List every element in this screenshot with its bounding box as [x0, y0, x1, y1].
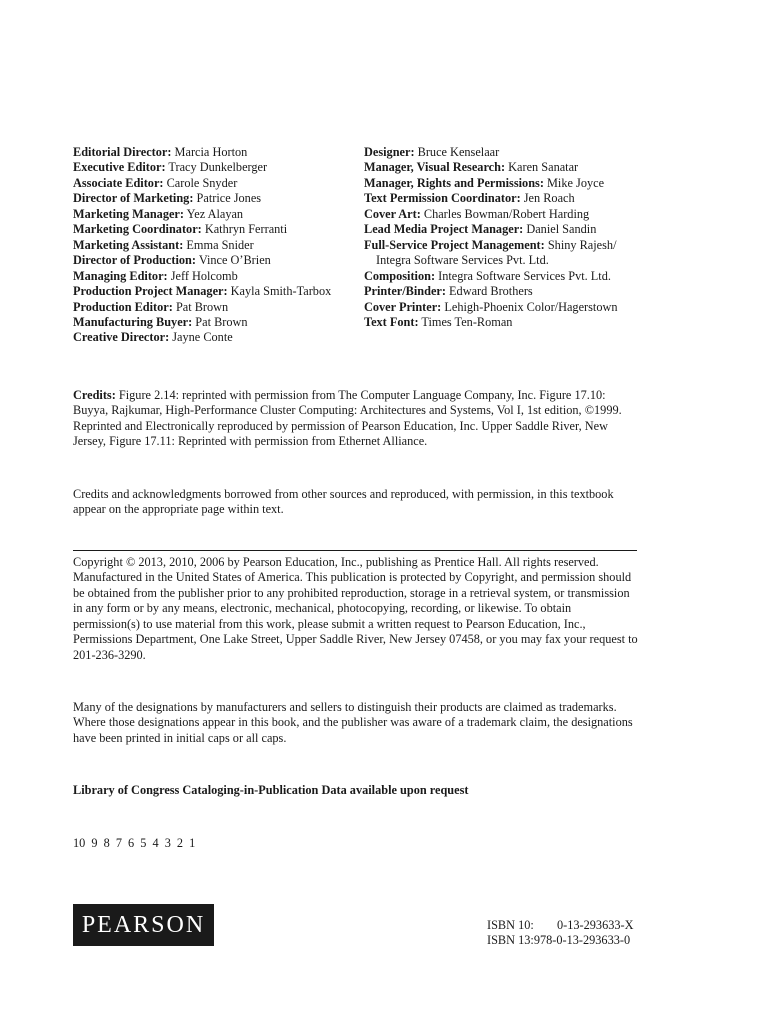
credit-person: Carole Snyder [166, 175, 238, 190]
credit-role: Marketing Assistant: [73, 237, 184, 252]
credit-role: Creative Director: [73, 330, 170, 345]
credit-role: Director of Production: [73, 253, 196, 268]
credit-row [73, 238, 331, 253]
credit-person: Marcia Horton [174, 145, 248, 159]
credit-role: Production Editor: [73, 299, 173, 314]
trademark-text: Many of the designations by manufacturers and sellers to distinguish their products are claimed as trademarks. Where those designations appear in this book, and the publisher was aware of a trademark claim, the designations have been printed in initial caps or all caps. [73, 700, 633, 745]
credit-role: Composition: [364, 268, 436, 283]
staff-credits-left [73, 145, 331, 346]
credit-row [73, 330, 331, 345]
credit-row [73, 222, 331, 237]
credit-role: Manager, Visual Research: [364, 160, 506, 175]
credit-person: Kayla Smith-Tarbox [230, 284, 332, 299]
credit-row [364, 315, 618, 330]
credit-person: Kathryn Ferranti [204, 222, 288, 237]
credit-row [364, 160, 618, 175]
isbn-10-value: 0-13-293633-X [557, 918, 634, 932]
credit-person: Jeff Holcomb [170, 268, 238, 283]
credit-row [73, 300, 331, 315]
figure-credits [73, 388, 639, 450]
credit-row [73, 269, 331, 284]
credit-person: Integra Software Services Pvt. Ltd. [438, 268, 611, 283]
credit-person: Yez Alayan [186, 206, 244, 221]
credit-row [73, 176, 331, 191]
credit-role: Designer: [364, 145, 415, 159]
credit-role: Associate Editor: [73, 175, 164, 190]
isbn-10-row [487, 918, 634, 933]
credit-person: Jen Roach [523, 191, 575, 206]
credit-person: Bruce Kenselaar [417, 145, 500, 159]
credit-row [73, 160, 331, 175]
credit-role: Cover Art: [364, 206, 421, 221]
credit-role: Printer/Binder: [364, 284, 446, 299]
trademark-notice [73, 700, 639, 746]
credit-person: Karen Sanatar [508, 160, 579, 175]
divider-rule [73, 550, 637, 551]
acknowledgments-text: Credits and acknowledgments borrowed from other sources and reproduced, with permission, in this textbook appear on the appropriate page within text. [73, 487, 614, 517]
credit-role: Executive Editor: [73, 160, 166, 175]
credit-row [73, 284, 331, 299]
credit-row [364, 300, 618, 315]
credit-role: Manufacturing Buyer: [73, 314, 193, 329]
credit-person: Tracy Dunkelberger [168, 160, 268, 175]
credit-role: Lead Media Project Manager: [364, 222, 524, 237]
isbn-13-label: ISBN 13: [487, 933, 534, 948]
credit-role: Marketing Manager: [73, 206, 184, 221]
printing-line: 10 9 8 7 6 5 4 3 2 1 [73, 836, 196, 850]
isbn-10-label: ISBN 10: [487, 918, 534, 932]
acknowledgments-paragraph [73, 487, 639, 518]
credit-row [364, 222, 618, 237]
credit-person: Jayne Conte [172, 330, 233, 345]
isbn-block [487, 918, 634, 949]
credit-person: Shiny Rajesh/ [547, 237, 617, 252]
credit-row [364, 191, 618, 206]
credit-person: Lehigh-Phoenix Color/Hagerstown [444, 299, 618, 314]
library-of-congress-note [73, 783, 639, 798]
credit-role: Cover Printer: [364, 299, 442, 314]
credit-person: Mike Joyce [547, 175, 605, 190]
credit-role: Editorial Director: [73, 145, 172, 159]
credit-person: Pat Brown [175, 299, 229, 314]
credit-row [73, 145, 331, 160]
copyright-text: Copyright © 2013, 2010, 2006 by Pearson Education, Inc., publishing as Prentice Hall. All rights reserved. Manufactured in the United States of America. This publication is protected by Copyright, and permission should be obtained from the publisher prior to any prohibited reproduction, storage in a retrieval system, or transmission in any form or by any means, electronic, mechanical, photocopying, recording, or likewise. To obtain permission(s) to use material from this work, please submit a written request to Pearson Education, Inc., Permissions Department, One Lake Street, Upper Saddle River, New Jersey 07458, or you may fax your request to 201-236-3290. [73, 555, 638, 662]
credit-person: Vince O’Brien [198, 253, 271, 268]
staff-credits-right [364, 145, 618, 330]
credit-row [364, 145, 618, 160]
figure-credits-label: Credits: [73, 388, 116, 402]
credit-role: Text Font: [364, 314, 419, 329]
credit-row [364, 207, 618, 222]
credit-row [364, 269, 618, 284]
credit-role: Director of Marketing: [73, 191, 194, 206]
pearson-logo [73, 904, 214, 946]
credit-role: Full-Service Project Management: [364, 237, 545, 252]
credit-role: Text Permission Coordinator: [364, 191, 521, 206]
credit-row [73, 191, 331, 206]
credit-person: Charles Bowman/Robert Harding [423, 206, 590, 221]
credit-role: Manager, Rights and Permissions: [364, 175, 544, 190]
credit-row-continuation [364, 253, 618, 268]
credit-role: Managing Editor: [73, 268, 168, 283]
credit-person: Edward Brothers [449, 284, 533, 299]
isbn-13-row [487, 933, 634, 948]
credit-row [364, 284, 618, 299]
credit-row [364, 238, 618, 253]
credit-row [73, 315, 331, 330]
credit-row [73, 253, 331, 268]
credit-role: Marketing Coordinator: [73, 222, 202, 237]
credit-row [73, 207, 331, 222]
credit-row [364, 176, 618, 191]
credit-person: Pat Brown [195, 314, 248, 329]
credit-person: Patrice Jones [196, 191, 262, 206]
pearson-logo-text: PEARSON [81, 911, 206, 938]
credit-person: Times Ten-Roman [421, 314, 513, 329]
figure-credits-text: Figure 2.14: reprinted with permission from The Computer Language Company, Inc. Figure 17.10: Buyya, Rajkumar, High-Performance Cluster Computing: Architectures and Systems, Vol I, 1st edition, ©1999. Reprinted and Electronically reproduced by permission of Pearson Education, Inc. Upper Saddle River, New Jersey, Figure 17.11: Reprinted with permission from Ethernet Alliance. [73, 388, 622, 449]
isbn-13-value: 978-0-13-293633-0 [533, 933, 631, 948]
copyright-notice [73, 555, 639, 663]
credit-person: Emma Snider [186, 237, 254, 252]
library-of-congress-text: Library of Congress Cataloging-in-Publication Data available upon request [73, 783, 469, 797]
credit-person: Integra Software Services Pvt. Ltd. [376, 253, 549, 268]
credit-person: Daniel Sandin [526, 222, 597, 237]
credit-role: Production Project Manager: [73, 284, 228, 299]
